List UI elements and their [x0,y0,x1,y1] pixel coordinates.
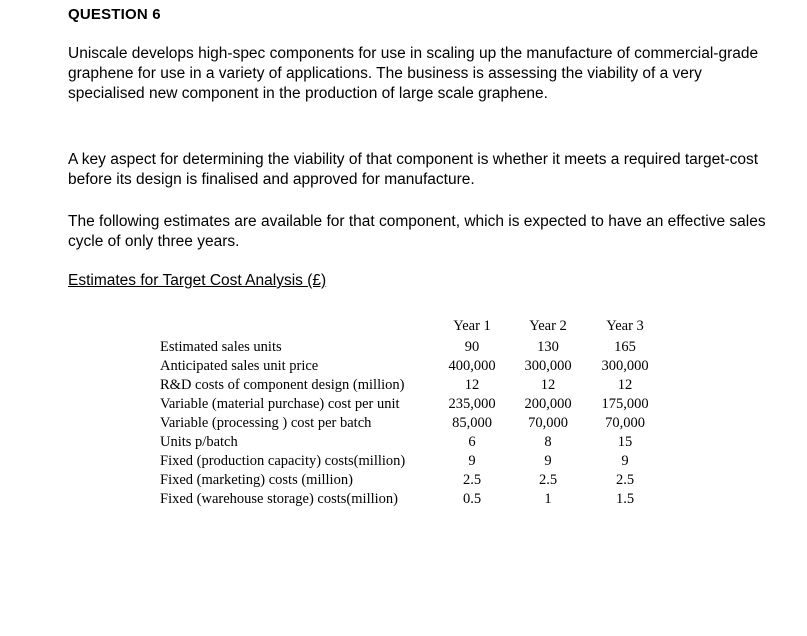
year-3-value: 70,000 [605,415,645,431]
intro-paragraph: Uniscale develops high-spec components for use in scaling up the manufacture of commercial-grade graphene for use in a variety of applications. The business is assessing the viability of a very specialised new component in the production of large scale graphene. [68,45,759,102]
year-2-value: 12 [540,377,556,393]
year-2-value: 200,000 [524,396,572,412]
header-blank-cell [160,314,438,338]
year-1-header: Year 1 [453,317,491,334]
year-1-value: 85,000 [452,415,492,431]
table-row [160,433,660,452]
year-1-value: 235,000 [448,396,496,412]
estimates-table [160,314,660,509]
year-2-value: 2.5 [538,472,558,488]
year-3-value: 15 [617,434,633,450]
year-3-value: 9 [621,453,629,469]
year-2-value: 130 [537,339,559,355]
table-row [160,452,660,471]
table-row [160,490,660,509]
year-2-value: 70,000 [528,415,568,431]
row-label: Fixed (warehouse storage) costs(million) [160,491,398,507]
year-3-value: 165 [614,339,636,355]
row-label: Estimated sales units [160,339,282,355]
row-label: Anticipated sales unit price [160,358,319,374]
year-2-value: 9 [544,453,552,469]
year-1-value: 90 [464,339,480,355]
table-header-row [160,314,660,338]
table-row [160,357,660,376]
year-1-value: 9 [468,453,476,469]
year-3-value: 12 [617,377,633,393]
estimates-paragraph: The following estimates are available for that component, which is expected to have an effective sales cycle of only three years. [68,213,766,250]
table-row [160,376,660,395]
year-2-header: Year 2 [529,317,567,334]
table-row [160,395,660,414]
year-3-value: 1.5 [615,491,635,507]
row-label: Fixed (production capacity) costs(million) [160,453,406,469]
viability-paragraph: A key aspect for determining the viability of that component is whether it meets a required target-cost before its design is finalised and approved for manufacture. [68,151,759,188]
row-label: Variable (processing ) cost per batch [160,415,372,431]
row-label: Units p/batch [160,434,238,450]
row-label: Fixed (marketing) costs (million) [160,472,353,488]
year-1-value: 6 [468,434,476,450]
table-heading: Estimates for Target Cost Analysis (£) [68,272,327,289]
table-row [160,338,660,357]
table-row [160,471,660,490]
year-1-value: 400,000 [448,358,496,374]
year-3-header: Year 3 [606,317,644,334]
year-1-value: 2.5 [462,472,482,488]
year-2-value: 300,000 [524,358,572,374]
year-3-value: 175,000 [601,396,649,412]
year-2-value: 8 [544,434,552,450]
year-1-value: 0.5 [462,491,482,507]
row-label: Variable (material purchase) cost per unit [160,396,400,412]
row-label: R&D costs of component design (million) [160,377,405,393]
question-title: QUESTION 6 [68,6,161,23]
year-1-value: 12 [464,377,480,393]
year-2-value: 1 [544,491,552,507]
year-3-value: 2.5 [615,472,635,488]
table-row [160,414,660,433]
year-3-value: 300,000 [601,358,649,374]
